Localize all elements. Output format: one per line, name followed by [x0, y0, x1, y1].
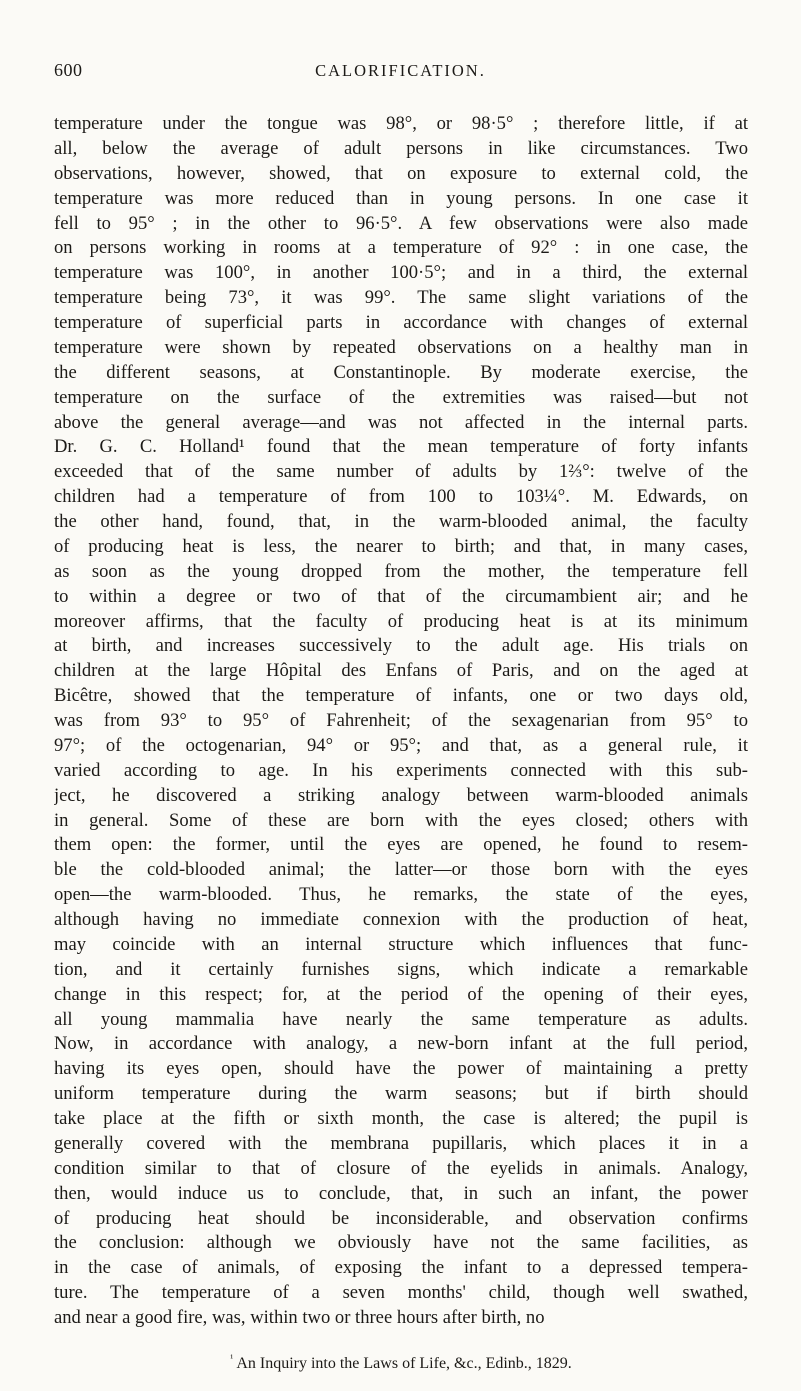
text-line: on persons working in rooms at a temperature of 92° : in one case, the: [54, 237, 748, 259]
text-line: the different seasons, at Constantinople. By moderate exercise, the: [54, 361, 748, 383]
text-line: open—the warm-blooded. Thus, he remarks, the state of the eyes,: [54, 884, 748, 906]
text-line: and near a good fire, was, within two or three hours after birth, no: [54, 1307, 545, 1328]
text-line: at birth, and increases successively to the adult age. His trials on: [54, 635, 748, 657]
footnote-text: An Inquiry into the Laws of Life, &c., Edinb., 1829.: [236, 1355, 572, 1372]
text-line: 97°; of the octogenarian, 94° or 95°; and that, as a general rule, it: [54, 734, 748, 756]
text-line: exceeded that of the same number of adults by 1⅔°: twelve of the: [54, 461, 748, 483]
text-line: condition similar to that of closure of the eyelids in animals. Analogy,: [54, 1157, 748, 1179]
text-line: temperature on the surface of the extremities was raised—but not: [54, 386, 748, 408]
text-line: of producing heat should be inconsiderable, and observation confirms: [54, 1207, 748, 1229]
text-line: temperature was more reduced than in young persons. In one case it: [54, 187, 748, 209]
text-line: may coincide with an internal structure which influences that func-: [54, 933, 748, 955]
text-line: of producing heat is less, the nearer to birth; and that, in many cases,: [54, 535, 748, 557]
text-line: to within a degree or two of that of the circumambient air; and he: [54, 585, 748, 607]
text-line: Bicêtre, showed that the temperature of infants, one or two days old,: [54, 685, 748, 707]
text-line: fell to 95° ; in the other to 96·5°. A few observations were also made: [54, 212, 748, 234]
text-line: them open: the former, until the eyes are opened, he found to resem-: [54, 834, 748, 856]
footnote: [54, 1354, 748, 1374]
text-line: in the case of animals, of exposing the infant to a depressed tempera-: [54, 1257, 748, 1279]
text-line: temperature being 73°, it was 99°. The same slight variations of the: [54, 287, 748, 309]
text-line: moreover affirms, that the faculty of producing heat is at its minimum: [54, 610, 748, 632]
text-line: was from 93° to 95° of Fahrenheit; of the sexagenarian from 95° to: [54, 710, 748, 731]
text-line: all young mammalia have nearly the same temperature as adults.: [54, 1008, 748, 1030]
text-line: then, would induce us to conclude, that, in such an infant, the power: [54, 1182, 748, 1204]
running-title: CALORIFICATION.: [315, 61, 486, 80]
text-line: as soon as the young dropped from the mother, the temperature fell: [54, 560, 748, 582]
text-line: in general. Some of these are born with the eyes closed; others with: [54, 809, 748, 831]
text-line: all, below the average of adult persons in like circumstances. Two: [54, 137, 748, 159]
text-line: tion, and it certainly furnishes signs, which indicate a remarkable: [54, 958, 748, 980]
text-line: ject, he discovered a striking analogy between warm-blooded animals: [54, 784, 748, 806]
text-line: uniform temperature during the warm seasons; but if birth should: [54, 1083, 748, 1105]
text-line: temperature was 100°, in another 100·5°; and in a third, the external: [54, 262, 748, 284]
text-line: the other hand, found, that, in the warm-blooded animal, the faculty: [54, 511, 748, 532]
text-line: observations, however, showed, that on exposure to external cold, the: [54, 162, 748, 184]
text-line: children had a temperature of from 100 to 103¼°. M. Edwards, on: [54, 486, 748, 508]
text-line: Now, in accordance with analogy, a new-born infant at the full period,: [54, 1033, 748, 1055]
footnote-marker: ¹: [230, 1353, 234, 1364]
text-line: the conclusion: although we obviously have not the same facilities, as: [54, 1232, 748, 1254]
text-line: generally covered with the membrana pupillaris, which places it in a: [54, 1132, 748, 1154]
text-line: above the general average—and was not affected in the internal parts.: [54, 411, 748, 433]
text-line: take place at the fifth or sixth month, the case is altered; the pupil is: [54, 1108, 748, 1129]
text-line: having its eyes open, should have the power of maintaining a pretty: [54, 1058, 748, 1080]
text-line: change in this respect; for, at the period of the opening of their eyes,: [54, 983, 748, 1005]
body-text: [54, 112, 748, 1331]
text-line: ble the cold-blooded animal; the latter—or those born with the eyes: [54, 859, 748, 881]
text-line: varied according to age. In his experiments connected with this sub-: [54, 759, 748, 781]
text-line: ture. The temperature of a seven months' child, though well swathed,: [54, 1282, 748, 1304]
text-line: Dr. G. C. Holland¹ found that the mean temperature of forty infants: [54, 436, 748, 458]
text-line: temperature were shown by repeated observations on a healthy man in: [54, 336, 748, 358]
text-line: although having no immediate connexion with the production of heat,: [54, 909, 748, 930]
text-line: children at the large Hôpital des Enfans of Paris, and on the aged at: [54, 660, 748, 682]
text-line: temperature under the tongue was 98°, or 98·5° ; therefore little, if at: [54, 113, 748, 134]
page-number: 600: [54, 60, 83, 80]
text-line: temperature of superficial parts in accordance with changes of external: [54, 312, 748, 333]
